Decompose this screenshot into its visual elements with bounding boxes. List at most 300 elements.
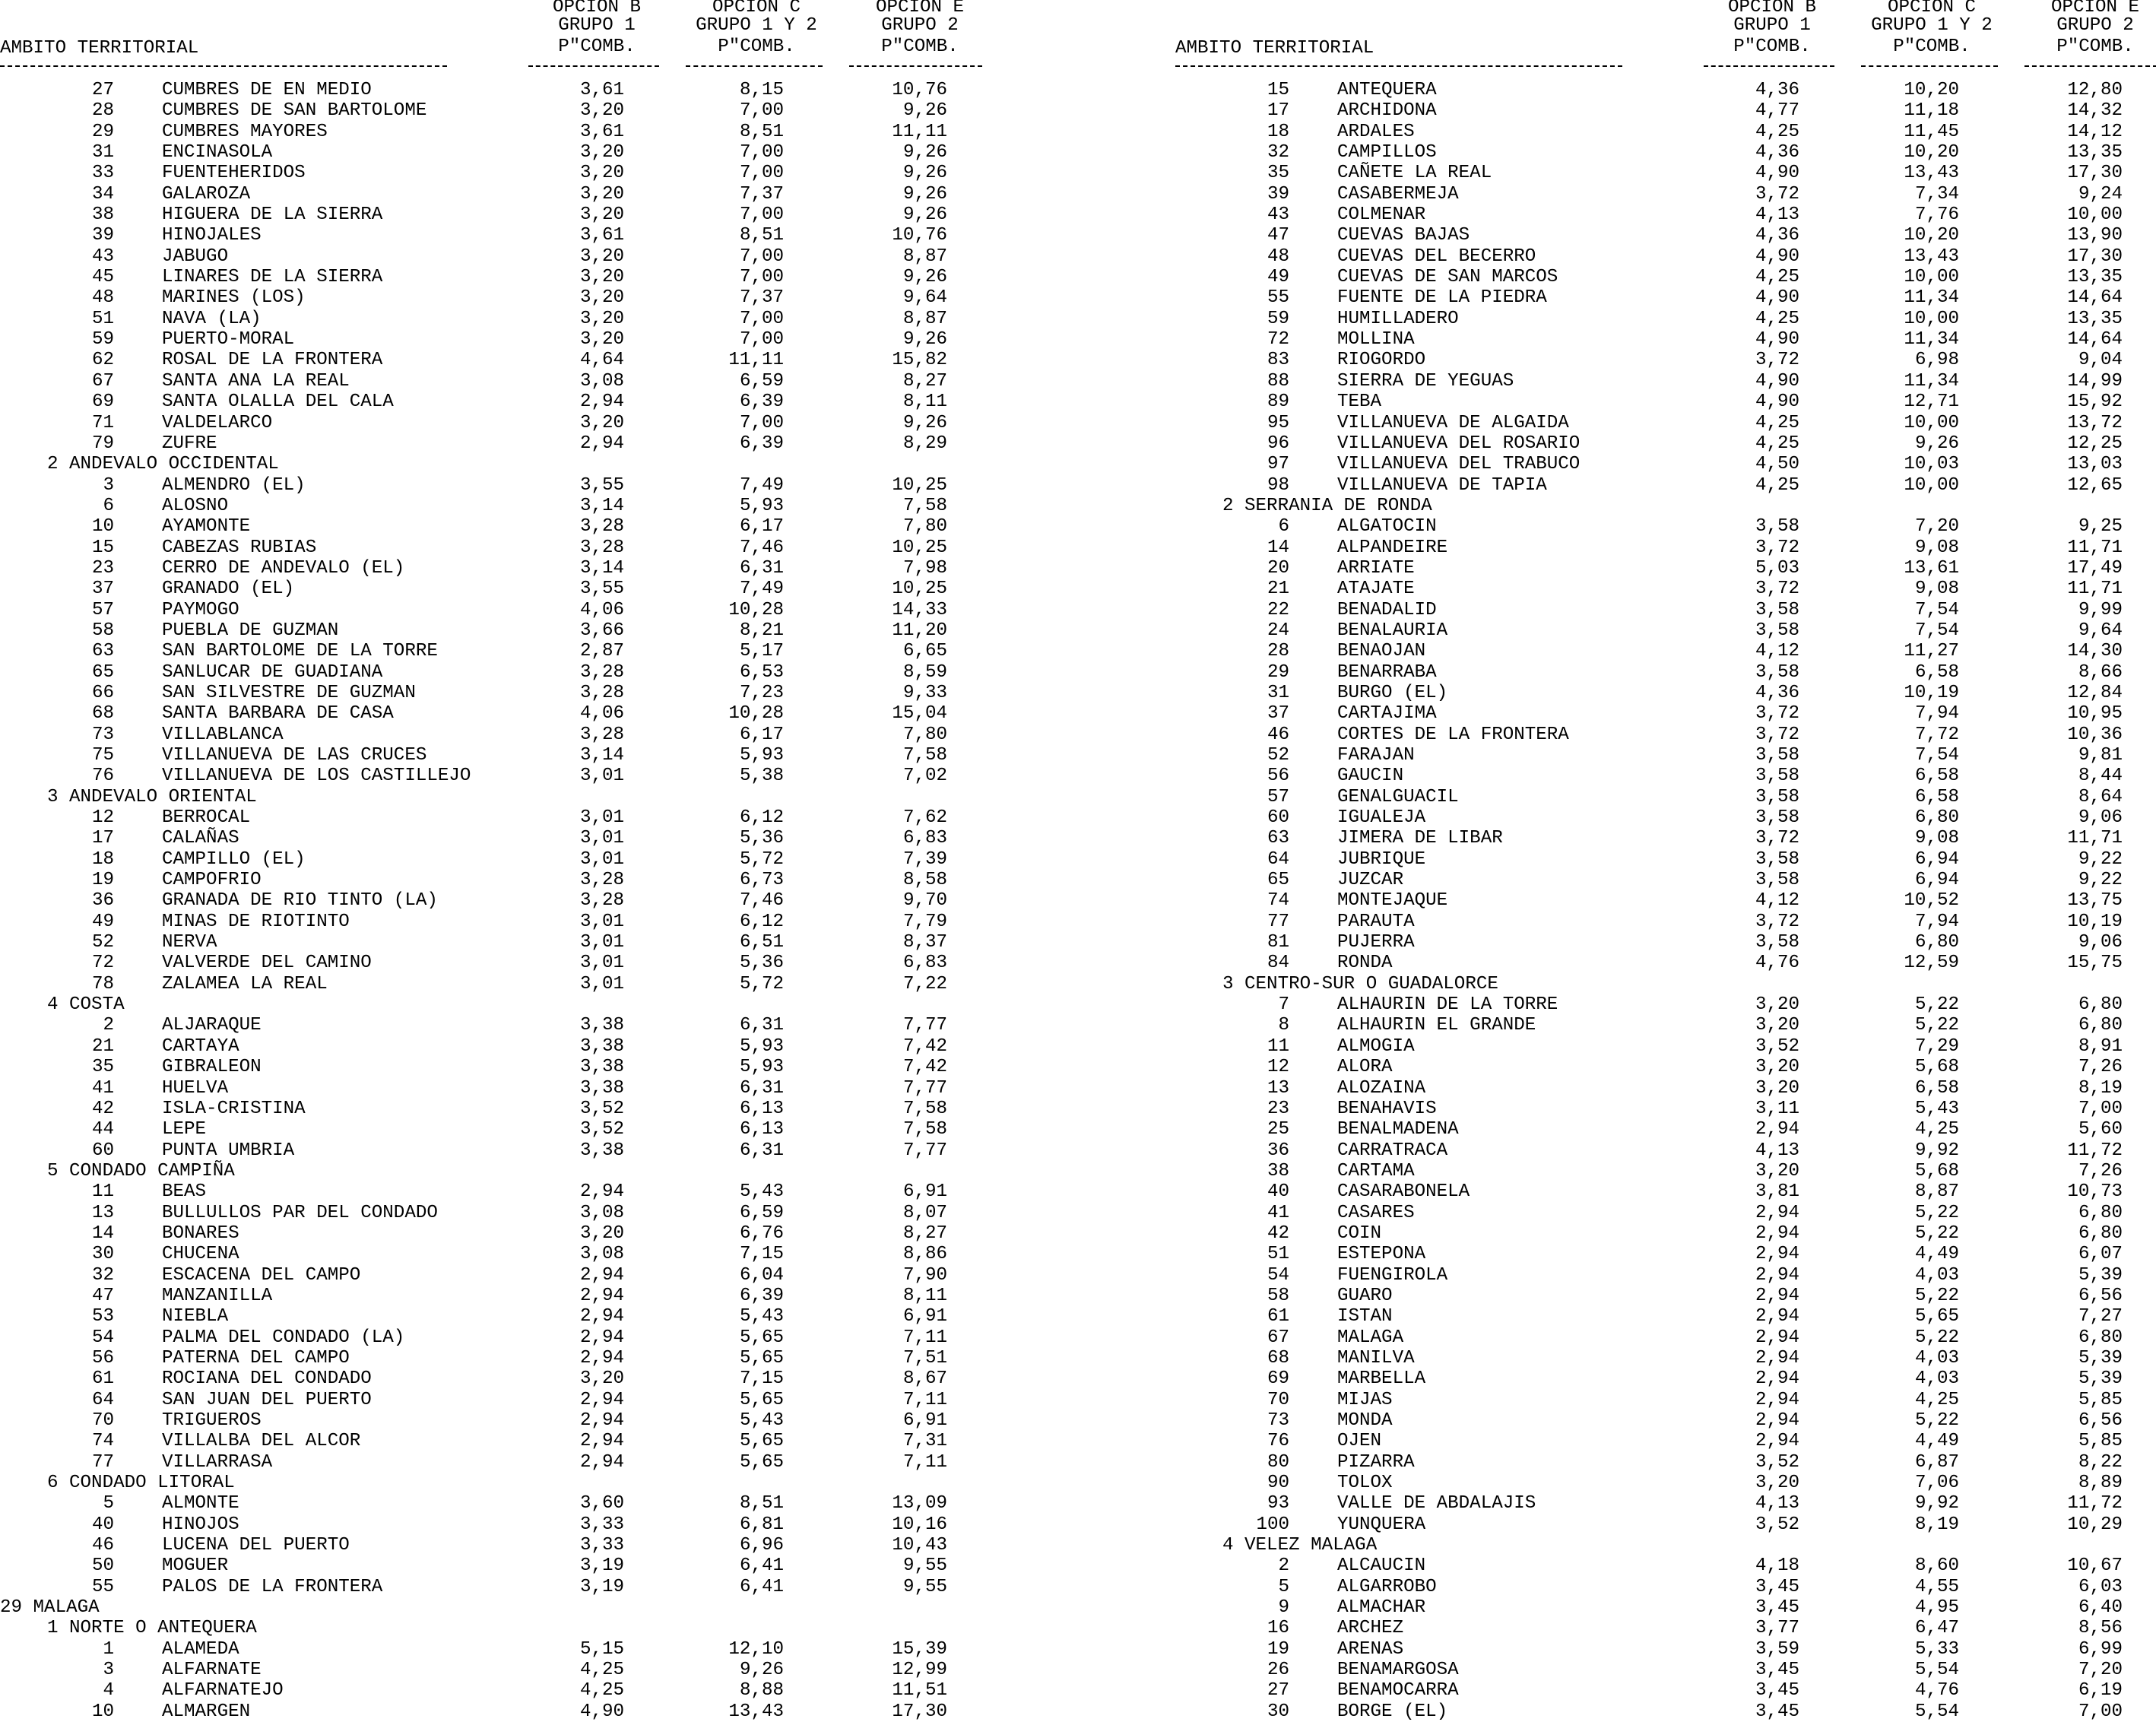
municipality-code: 7 [1278,994,1289,1016]
table-row [1175,371,2156,392]
municipality-name: ROCIANA DEL CONDADO [162,1368,372,1390]
option-c-value: 6,04 [739,1264,784,1286]
municipality-code: 3 [103,1660,114,1681]
group-heading [0,454,1078,474]
option-c-value: 5,22 [1914,1410,1959,1431]
option-c-value: 12,59 [1904,953,1959,974]
municipality-code: 39 [1267,183,1289,205]
municipality-name: ALMACHAR [1337,1597,1426,1619]
option-c-value: 7,15 [739,1244,784,1265]
option-c-value: 5,43 [739,1181,784,1203]
municipality-code: 55 [91,1576,114,1597]
table-row [1175,745,2156,766]
option-c-value: 5,72 [739,848,784,870]
municipality-name: GRANADO (EL) [162,579,295,600]
table-row [0,516,1078,537]
option-c-value: 6,47 [1914,1618,1959,1639]
table-row [0,1244,1078,1264]
table-row [1175,870,2156,890]
option-c-value: 10,19 [1904,682,1959,703]
municipality-name: ARRIATE [1337,557,1415,579]
municipality-code: 76 [1267,1431,1289,1452]
municipality-code: 5 [1278,1576,1289,1597]
option-b-value: 2,94 [1755,1327,1799,1348]
municipality-code: 35 [91,1057,114,1078]
option-e-value: 8,27 [902,1223,947,1244]
option-b-value: 3,72 [1755,537,1799,558]
option-c-value: 5,93 [739,495,784,516]
option-b-value: 3,01 [579,932,624,953]
municipality-code: 30 [91,1244,114,1265]
option-b-value: 3,20 [579,163,624,184]
municipality-code: 38 [91,205,114,226]
option-c-value: 5,33 [1914,1638,1959,1660]
municipality-code: 19 [91,870,114,891]
table-header [0,0,1078,84]
option-b-value: 3,38 [579,1015,624,1036]
option-e-value: 10,25 [892,474,947,496]
option-e-value: 7,26 [2078,1057,2123,1078]
table-row [0,80,1078,100]
municipality-code: 17 [1267,100,1289,122]
table-row [1175,1161,2156,1181]
municipality-code: 90 [1267,1473,1289,1494]
municipality-code: 56 [91,1347,114,1368]
group-label: 5 CONDADO CAMPIÑA [47,1160,235,1181]
table-row [0,392,1078,412]
municipality-code: 10 [91,516,114,538]
option-c-value: 12,71 [1904,392,1959,413]
municipality-name: CABEZAS RUBIAS [162,537,317,558]
option-b-value: 3,20 [1755,1077,1799,1099]
option-b-value: 3,58 [1755,766,1799,787]
municipality-code: 65 [1267,870,1289,891]
municipality-name: MARINES (LOS) [162,287,306,309]
option-e-value: 5,60 [2078,1119,2123,1140]
table-row [1175,1390,2156,1410]
table-row [0,309,1078,329]
option-b-value: 3,20 [1755,1015,1799,1036]
option-b-value: 3,28 [579,537,624,558]
option-b-value: 3,20 [579,287,624,309]
municipality-code: 74 [1267,890,1289,912]
municipality-name: RONDA [1337,953,1393,974]
table-row [1175,558,2156,579]
municipality-name: VALVERDE DEL CAMINO [162,953,372,974]
option-e-value: 10,25 [892,537,947,558]
option-b-value: 3,28 [579,682,624,703]
municipality-code: 1 [103,1638,114,1660]
option-c-value: 8,60 [1914,1556,1959,1577]
group-label: 2 ANDEVALO OCCIDENTAL [47,454,279,475]
municipality-name: ALMARGEN [162,1701,251,1722]
municipality-code: 70 [1267,1389,1289,1410]
table-row [0,1057,1078,1077]
table-row [1175,994,2156,1015]
option-b-value: 3,20 [579,142,624,163]
option-b-value: 3,58 [1755,745,1799,766]
option-b-value: 4,36 [1755,80,1799,100]
municipality-code: 23 [91,557,114,579]
table-row [0,953,1078,973]
option-b-value: 3,01 [579,766,624,787]
municipality-name: MOGUER [162,1556,229,1577]
option-c-value: 7,37 [739,287,784,309]
municipality-code: 22 [1267,599,1289,620]
option-b-value: 2,94 [1755,1119,1799,1140]
municipality-name: ARDALES [1337,121,1415,142]
option-c-value: 6,51 [739,932,784,953]
municipality-code: 9 [1278,1597,1289,1619]
option-e-value: 9,06 [2078,932,2123,953]
group-heading [1175,1535,2156,1556]
option-e-value: 9,55 [902,1556,947,1577]
option-e-value: 15,92 [2067,392,2123,413]
option-e-value: 13,03 [2067,454,2123,475]
option-e-value: 7,20 [2078,1660,2123,1681]
option-b-value: 3,45 [1755,1660,1799,1681]
municipality-code: 15 [1267,80,1289,100]
option-e-value: 8,11 [902,392,947,413]
option-c-value: 5,36 [739,953,784,974]
col-c-line3: P"COMB. [718,36,795,57]
municipality-name: LUCENA DEL PUERTO [162,1535,350,1556]
option-e-value: 9,64 [2078,620,2123,641]
option-e-value: 9,26 [902,100,947,122]
option-e-value: 8,07 [902,1202,947,1223]
municipality-code: 10 [91,1701,114,1722]
table-row [1175,1223,2156,1244]
option-c-value: 7,00 [739,329,784,350]
municipality-name: CALAÑAS [162,828,239,849]
option-b-value: 3,38 [579,1035,624,1057]
option-c-value: 7,54 [1914,745,1959,766]
option-c-value: 5,36 [739,828,784,849]
municipality-code: 29 [91,121,114,142]
option-e-value: 13,35 [2067,308,2123,329]
col-b-line1: OPCION B [1727,0,1817,17]
table-row [1175,620,2156,641]
col-e-line3: P"COMB. [2056,36,2134,57]
option-b-value: 3,11 [1755,1098,1799,1119]
municipality-code: 69 [91,392,114,413]
option-c-value: 6,80 [1914,932,1959,953]
table-row [1175,1286,2156,1306]
option-c-value: 6,12 [739,807,784,829]
table-row [0,142,1078,163]
table-row [1175,225,2156,246]
table-row [0,184,1078,205]
municipality-code: 47 [1267,225,1289,246]
option-b-value: 2,94 [1755,1244,1799,1265]
option-e-value: 10,36 [2067,724,2123,745]
option-c-value: 7,72 [1914,724,1959,745]
option-c-value: 7,46 [739,890,784,912]
group-label: 6 CONDADO LITORAL [47,1473,235,1494]
municipality-name: CUEVAS BAJAS [1337,225,1470,246]
option-b-value: 4,18 [1755,1556,1799,1577]
municipality-name: ALFARNATE [162,1660,262,1681]
municipality-name: PUERTO-MORAL [162,329,295,350]
table-row [1175,392,2156,412]
municipality-code: 25 [1267,1119,1289,1140]
municipality-name: CAMPILLOS [1337,142,1437,163]
option-e-value: 7,00 [2078,1098,2123,1119]
municipality-name: CERRO DE ANDEVALO (EL) [162,557,405,579]
option-c-value: 5,22 [1914,1015,1959,1036]
municipality-name: ALAMEDA [162,1638,239,1660]
municipality-code: 80 [1267,1451,1289,1473]
option-b-value: 3,72 [1755,828,1799,849]
option-e-value: 13,75 [2067,890,2123,912]
option-b-value: 3,38 [579,1077,624,1099]
table-row [0,371,1078,392]
municipality-code: 57 [1267,786,1289,807]
municipality-code: 8 [1278,1015,1289,1036]
option-b-value: 2,94 [579,1410,624,1431]
option-c-value: 8,87 [1914,1181,1959,1203]
municipality-code: 14 [1267,537,1289,558]
table-row [1175,1368,2156,1389]
municipality-code: 88 [1267,370,1289,392]
option-c-value: 6,59 [739,370,784,392]
municipality-name: JIMERA DE LIBAR [1337,828,1503,849]
municipality-code: 42 [91,1098,114,1119]
option-b-value: 4,06 [579,599,624,620]
table-row [1175,807,2156,828]
municipality-code: 51 [1267,1244,1289,1265]
municipality-code: 28 [1267,641,1289,662]
option-c-value: 5,65 [739,1347,784,1368]
municipality-name: BENALMADENA [1337,1119,1459,1140]
col-b-line3: P"COMB. [1733,36,1811,57]
municipality-code: 77 [1267,911,1289,932]
municipality-name: GENALGUACIL [1337,786,1459,807]
table-row [1175,703,2156,724]
municipality-name: VALDELARCO [162,412,273,433]
municipality-code: 23 [1267,1098,1289,1119]
option-e-value: 7,27 [2078,1306,2123,1327]
municipality-code: 30 [1267,1701,1289,1722]
table-row [0,1119,1078,1140]
table-row [1175,683,2156,703]
province-heading [0,1597,1078,1618]
municipality-code: 60 [91,1140,114,1161]
table-row [1175,1119,2156,1140]
option-e-value: 11,51 [892,1680,947,1701]
col-e-line2: GRUPO 2 [2056,15,2134,36]
municipality-code: 93 [1267,1493,1289,1514]
option-e-value: 9,99 [2078,599,2123,620]
option-e-value: 9,81 [2078,745,2123,766]
municipality-code: 36 [91,890,114,912]
municipality-code: 17 [91,828,114,849]
option-e-value: 8,64 [2078,786,2123,807]
option-e-value: 9,64 [902,287,947,309]
option-b-value: 3,72 [1755,703,1799,725]
municipality-code: 44 [91,1119,114,1140]
option-b-value: 4,25 [1755,433,1799,454]
table-row [0,1078,1078,1099]
municipality-code: 27 [1267,1680,1289,1701]
table-row [0,1286,1078,1306]
municipality-name: ARCHIDONA [1337,100,1437,122]
option-b-value: 4,13 [1755,205,1799,226]
option-b-value: 2,94 [579,433,624,454]
municipality-name: ANTEQUERA [1337,80,1437,100]
option-e-value: 6,91 [902,1306,947,1327]
municipality-code: 27 [91,80,114,100]
col-e-line2: GRUPO 2 [881,15,959,36]
option-c-value: 6,96 [739,1535,784,1556]
municipality-name: ARENAS [1337,1638,1404,1660]
municipality-code: 70 [91,1410,114,1431]
option-e-value: 9,26 [902,412,947,433]
municipality-name: ALJARAQUE [162,1015,262,1036]
municipality-code: 55 [1267,287,1289,309]
municipality-name: PUJERRA [1337,932,1415,953]
municipality-name: NIEBLA [162,1306,229,1327]
header-rule [0,65,447,67]
option-c-value: 6,39 [739,433,784,454]
option-b-value: 4,64 [579,350,624,371]
option-c-value: 6,58 [1914,766,1959,787]
municipality-name: BENAMARGOSA [1337,1660,1459,1681]
municipality-name: BENAHAVIS [1337,1098,1437,1119]
municipality-code: 67 [1267,1327,1289,1348]
table-row [0,870,1078,890]
option-b-value: 3,01 [579,828,624,849]
option-c-value: 6,17 [739,724,784,745]
municipality-code: 60 [1267,807,1289,829]
option-b-value: 3,28 [579,661,624,683]
municipality-code: 5 [103,1493,114,1514]
table-row [1175,267,2156,287]
option-b-value: 4,90 [1755,246,1799,267]
option-c-value: 6,13 [739,1119,784,1140]
municipality-name: SAN JUAN DEL PUERTO [162,1389,372,1410]
option-b-value: 3,45 [1755,1680,1799,1701]
option-c-value: 10,00 [1904,308,1959,329]
option-e-value: 6,03 [2078,1576,2123,1597]
municipality-name: VILLARRASA [162,1451,273,1473]
option-e-value: 7,58 [902,745,947,766]
option-c-value: 6,31 [739,1077,784,1099]
option-c-value: 5,22 [1914,1285,1959,1306]
option-b-value: 3,01 [579,953,624,974]
municipality-code: 81 [1267,932,1289,953]
option-c-value: 10,00 [1904,267,1959,288]
table-row [1175,163,2156,183]
municipality-code: 54 [1267,1264,1289,1286]
option-e-value: 8,86 [902,1244,947,1265]
option-c-value: 10,20 [1904,225,1959,246]
option-b-value: 3,58 [1755,786,1799,807]
table-row [0,558,1078,579]
option-e-value: 15,75 [2067,953,2123,974]
table-row [1175,329,2156,350]
option-c-value: 6,58 [1914,661,1959,683]
table-row [1175,1410,2156,1431]
table-row [1175,1597,2156,1618]
option-b-value: 3,20 [579,329,624,350]
municipality-code: 36 [1267,1140,1289,1161]
option-e-value: 5,85 [2078,1389,2123,1410]
option-e-value: 12,99 [892,1660,947,1681]
option-b-value: 4,36 [1755,142,1799,163]
municipality-code: 97 [1267,454,1289,475]
option-e-value: 6,80 [2078,994,2123,1016]
municipality-code: 65 [91,661,114,683]
option-b-value: 2,94 [579,1306,624,1327]
municipality-name: ENCINASOLA [162,142,273,163]
municipality-name: RIOGORDO [1337,350,1426,371]
municipality-name: CAMPOFRIO [162,870,262,891]
option-c-value: 7,94 [1914,703,1959,725]
option-c-value: 5,17 [739,641,784,662]
col-b-line1: OPCION B [552,0,642,17]
municipality-code: 96 [1267,433,1289,454]
option-e-value: 8,59 [902,661,947,683]
municipality-name: ALMONTE [162,1493,239,1514]
option-b-value: 3,28 [579,890,624,912]
municipality-code: 46 [91,1535,114,1556]
option-e-value: 12,25 [2067,433,2123,454]
municipality-code: 18 [1267,121,1289,142]
municipality-name: MARBELLA [1337,1368,1426,1390]
municipality-code: 59 [1267,308,1289,329]
option-e-value: 9,26 [902,142,947,163]
option-b-value: 3,58 [1755,807,1799,829]
municipality-name: ALPANDEIRE [1337,537,1448,558]
municipality-name: BENARRABA [1337,661,1437,683]
municipality-name: FUENTE DE LA PIEDRA [1337,287,1547,309]
municipality-code: 58 [1267,1285,1289,1306]
table-row [1175,1680,2156,1701]
table-row [1175,1701,2156,1722]
municipality-name: HINOJOS [162,1514,239,1535]
municipality-name: ALOSNO [162,495,229,516]
option-e-value: 14,12 [2067,121,2123,142]
municipality-code: 12 [91,807,114,829]
group-heading [0,1618,1078,1638]
municipality-name: CARRATRACA [1337,1140,1448,1161]
municipality-code: 47 [91,1285,114,1306]
option-e-value: 7,02 [902,766,947,787]
municipality-name: HUMILLADERO [1337,308,1459,329]
municipality-name: NERVA [162,932,217,953]
table-row [1175,579,2156,599]
table-row [0,1701,1078,1722]
option-b-value: 3,38 [579,1140,624,1161]
option-e-value: 17,30 [892,1701,947,1722]
option-c-value: 9,08 [1914,828,1959,849]
option-b-value: 3,01 [579,973,624,994]
option-e-value: 14,30 [2067,641,2123,662]
option-e-value: 7,22 [902,973,947,994]
table-row [1175,205,2156,225]
group-heading [0,787,1078,807]
municipality-name: CUMBRES DE EN MEDIO [162,80,372,100]
option-b-value: 3,28 [579,516,624,538]
municipality-name: CAMPILLO (EL) [162,848,306,870]
table-row [1175,932,2156,953]
option-c-value: 8,19 [1914,1514,1959,1535]
municipality-name: GUARO [1337,1285,1393,1306]
table-row [0,1140,1078,1161]
municipality-name: ALHAURIN EL GRANDE [1337,1015,1536,1036]
municipality-name: BENADALID [1337,599,1437,620]
